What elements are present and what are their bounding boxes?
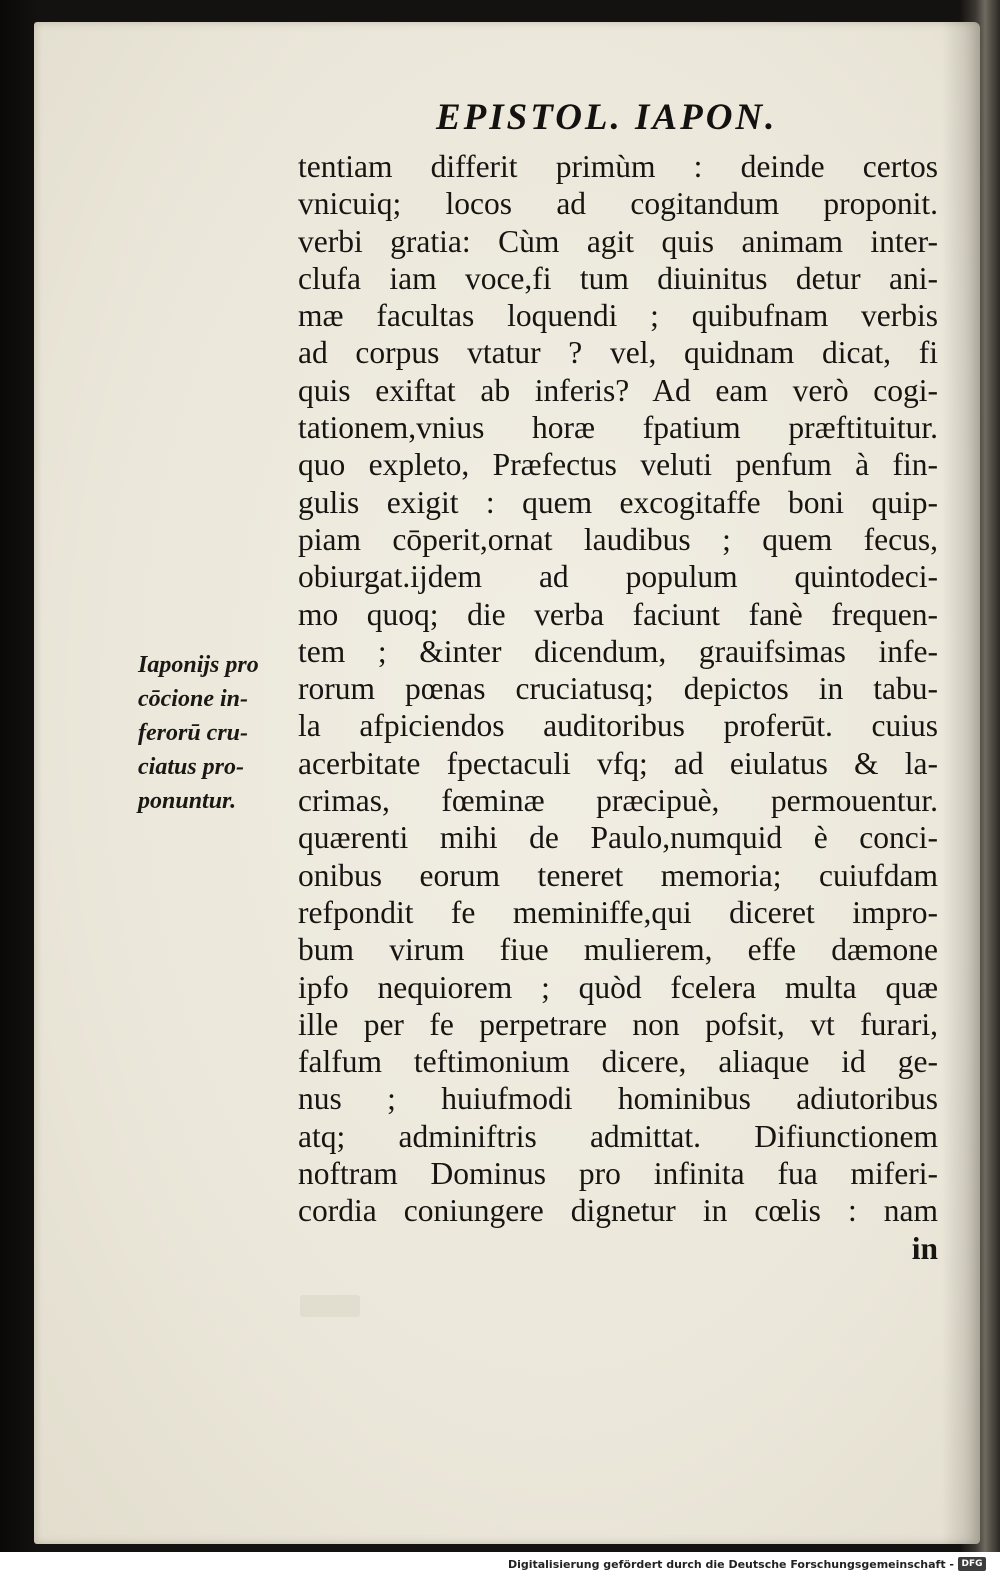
text-line: acerbitate fpectaculi vfq; ad eiulatus & la- (298, 745, 938, 781)
text-line: verbi gratia: Cùm agit quis animam inter- (298, 223, 938, 259)
text-line: rorum pœnas cruciatusq; depictos in tabu- (298, 671, 938, 707)
text-line: ille per fe perpetrare non pofsit, vt furari, (298, 1006, 938, 1042)
marginal-note-line: Iaponijs pro (138, 652, 259, 678)
marginal-note-line: cōcione in- (138, 686, 248, 712)
text-line: tentiam differit primùm : deinde certos (298, 149, 938, 184)
text-line: quo expleto, Præfectus veluti penfum à fin- (298, 447, 938, 483)
marginal-note (138, 648, 298, 818)
page-fold-shadow (942, 22, 980, 1544)
text-line: ipfo nequiorem ; quòd fcelera multa quæ (298, 969, 938, 1005)
ink-show-through (300, 1295, 360, 1317)
text-line: falfum teftimonium dicere, aliaque id ge- (298, 1044, 938, 1080)
text-line: atq; adminiftris admittat. Difiunctionem (298, 1118, 938, 1154)
text-line: ad corpus vtatur ? vel, quidnam dicat, fi (298, 335, 938, 371)
text-line: nus ; huiufmodi hominibus adiutoribus (298, 1081, 938, 1117)
text-line: tem ; &inter dicendum, grauifsimas infe- (298, 633, 938, 669)
text-line: refpondit fe meminiffe,qui diceret impro- (298, 894, 938, 930)
text-line: quærenti mihi de Paulo,numquid è conci- (298, 820, 938, 856)
body-text (298, 148, 938, 1267)
text-line: gulis exigit : quem excogitaffe boni quip- (298, 484, 938, 520)
running-head: EPISTOL. IAPON. (436, 97, 778, 138)
text-line: vnicuiq; locos ad cogitandum proponit. (298, 186, 938, 222)
text-line: tationem,vnius horæ fpatium præftituitur. (298, 410, 938, 446)
marginal-note-line: ferorū cru- (138, 720, 249, 746)
text-line: cordia coniungere dignetur in cœlis : nam (298, 1193, 938, 1229)
catchword: in (911, 1230, 938, 1266)
text-line: onibus eorum teneret memoria; cuiufdam (298, 857, 938, 893)
marginal-note-line: ciatus pro- (138, 754, 245, 780)
text-line: clufa iam voce,fi tum diuinitus detur ani- (298, 260, 938, 296)
text-line: quis exiftat ab inferis? Ad eam verò cogi- (298, 372, 938, 408)
text-line: noftram Dominus pro infinita fua miferi- (298, 1156, 938, 1192)
text-line: obiurgat.ijdem ad populum quintodeci- (298, 559, 938, 595)
text-line: piam cōperit,ornat laudibus ; quem fecus, (298, 521, 938, 557)
funding-credit: Digitalisierung gefördert durch die Deutsche Forschungsgemeinschaft - (507, 1558, 954, 1571)
text-line: mæ facultas loquendi ; quibufnam verbis (298, 298, 938, 334)
text-line: la afpiciendos auditoribus proferūt. cuius (298, 708, 938, 744)
text-line: bum virum fiue mulierem, effe dæmone (298, 932, 938, 968)
marginal-note-line: ponuntur. (138, 788, 237, 814)
dfg-logo-icon: DFG (958, 1557, 986, 1571)
text-line: mo quoq; die verba faciunt fanè frequen- (298, 596, 938, 632)
text-line: crimas, fœminæ præcipuè, permouentur. (298, 783, 938, 819)
